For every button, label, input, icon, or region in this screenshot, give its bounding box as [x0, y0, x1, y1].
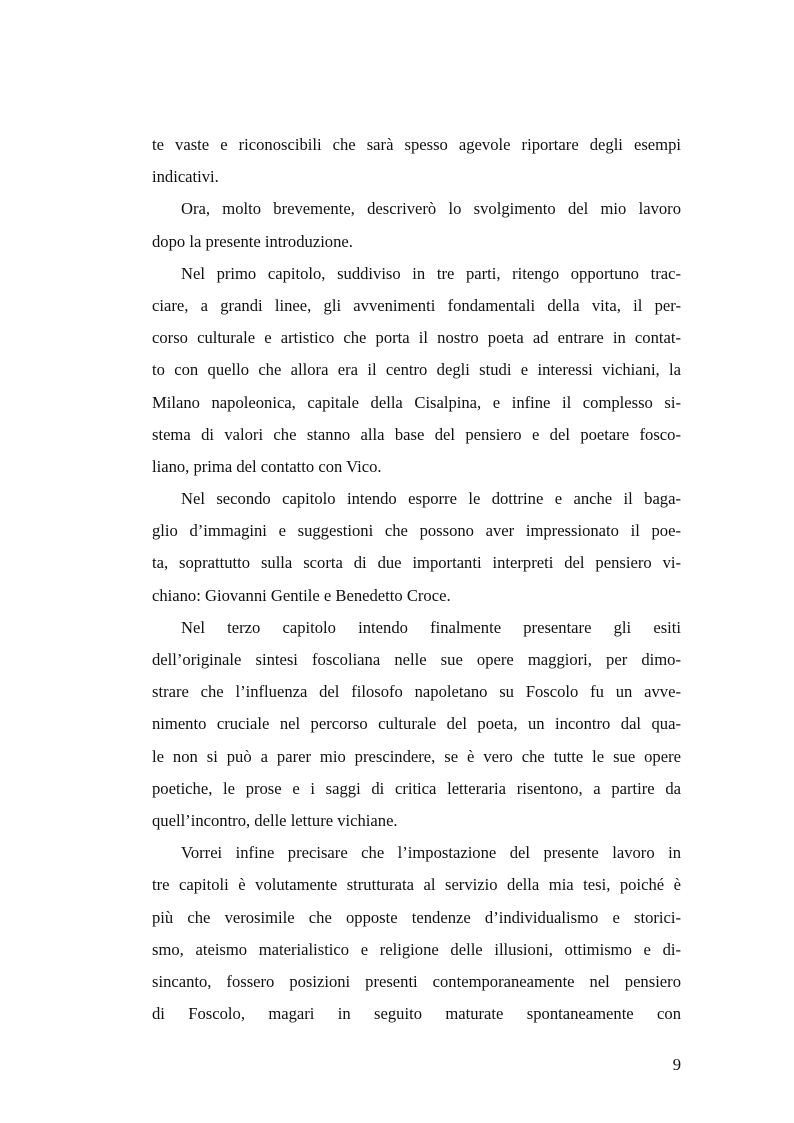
- page-number: 9: [672, 1055, 681, 1074]
- paragraph-first-line: Nel secondo capitolo intendo esporre le dottrine e anche il baga-: [181, 489, 681, 509]
- text-line: ta, soprattutto sulla scorta di due importanti interpreti del pensiero vi-: [152, 553, 681, 573]
- text-line: quell’incontro, delle letture vichiane.: [152, 810, 398, 830]
- text-line: più che verosimile che opposte tendenze d’individualismo e storici-: [152, 907, 681, 927]
- text-line: poetiche, le prose e i saggi di critica letteraria risentono, a partire da: [152, 778, 681, 798]
- text-line: corso culturale e artistico che porta il nostro poeta ad entrare in contat-: [152, 328, 681, 348]
- text-line: di Foscolo, magari in seguito maturate spontaneamente con: [152, 1004, 681, 1024]
- text-line: Milano napoleonica, capitale della Cisalpina, e infine il complesso si-: [152, 392, 681, 412]
- text-line: sincanto, fossero posizioni presenti contemporaneamente nel pensiero: [152, 971, 681, 991]
- text-line: liano, prima del contatto con Vico.: [152, 456, 382, 476]
- text-line: tre capitoli è volutamente strutturata al servizio della mia tesi, poiché è: [152, 875, 681, 895]
- paragraph-first-line: Nel terzo capitolo intendo finalmente presentare gli esiti: [181, 617, 681, 637]
- text-line: indicativi.: [152, 167, 219, 187]
- text-line: glio d’immagini e suggestioni che possono aver impressionato il poe-: [152, 521, 681, 541]
- text-line: le non si può a parer mio prescindere, se è vero che tutte le sue opere: [152, 746, 681, 766]
- paragraph-first-line: Vorrei infine precisare che l’impostazione del presente lavoro in: [181, 843, 681, 863]
- text-line: dell’originale sintesi foscoliana nelle sue opere maggiori, per dimo-: [152, 650, 681, 669]
- text-line: to con quello che allora era il centro degli studi e interessi vichiani, la: [152, 360, 681, 380]
- text-line: ciare, a grandi linee, gli avvenimenti fondamentali della vita, il per-: [152, 295, 681, 315]
- body-text: [152, 129, 681, 1030]
- text-line: nimento cruciale nel percorso culturale del poeta, un incontro dal qua-: [152, 714, 681, 734]
- text-line: te vaste e riconoscibili che sarà spesso agevole riportare degli esempi: [152, 135, 681, 154]
- text-line: chiano: Giovanni Gentile e Benedetto Croce.: [152, 585, 451, 605]
- paragraph-first-line: Ora, molto brevemente, descriverò lo svolgimento del mio lavoro: [181, 199, 681, 219]
- text-line: strare che l’influenza del filosofo napoletano su Foscolo fu un avve-: [152, 682, 681, 702]
- text-line: dopo la presente introduzione.: [152, 231, 353, 251]
- text-line: smo, ateismo materialistico e religione delle illusioni, ottimismo e di-: [152, 939, 681, 959]
- paragraph-first-line: Nel primo capitolo, suddiviso in tre parti, ritengo opportuno trac-: [181, 263, 681, 283]
- text-line: stema di valori che stanno alla base del pensiero e del poetare fosco-: [152, 424, 681, 444]
